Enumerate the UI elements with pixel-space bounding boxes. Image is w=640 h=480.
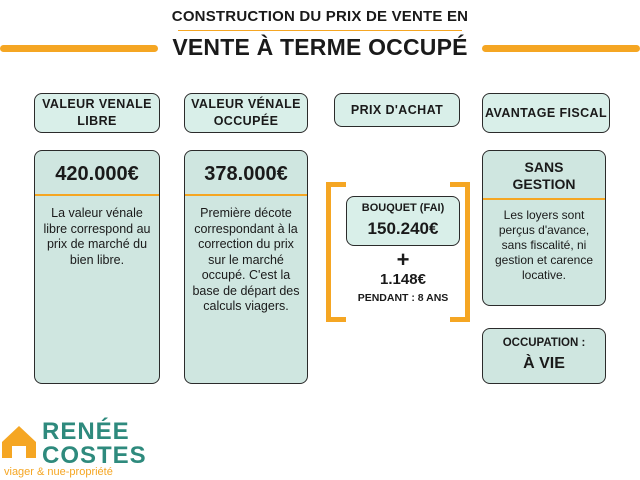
logo-line2: COSTES [42,442,147,469]
card-occupation [482,328,606,384]
title-sans-gestion: SANS GESTION [512,159,576,192]
occupation-value: À VIE [523,355,565,372]
bouquet-label: BOUQUET (FAI) [361,202,445,214]
logo [0,412,170,478]
text-valeur-occupee: Première décote correspondant à la correction du prix sur le marché occupé. C'est la base de départ des calculs viagers. [192,206,300,313]
subtitle: CONSTRUCTION DU PRIX DE VENTE EN [171,8,469,25]
amount-valeur-libre: 420.000€ [55,163,139,185]
page-title: VENTE À TERME OCCUPÉ [172,34,468,60]
header-valeur-libre [34,93,160,133]
text-sans-gestion: Les loyers sont perçus d'avance, sans fiscalité, ni gestion et carence locative. [494,208,594,282]
occupation-label: OCCUPATION : [502,337,586,349]
logo-line1: RENÉE [42,418,130,445]
bouquet-box [346,196,460,246]
header-prix-achat [334,93,460,127]
plus-sign: + [396,247,410,272]
amount-valeur-occupee: 378.000€ [204,163,288,185]
header-prix-achat-label: PRIX D'ACHAT [350,102,444,117]
title-underline [178,30,462,31]
header-valeur-occupee-label: VALEUR VÉNALE OCCUPÉE [191,97,301,128]
card-valeur-libre [34,150,160,384]
header-avantage-fiscal-label: AVANTAGE FISCAL [485,105,607,120]
text-valeur-libre: La valeur vénale libre correspond au prix de marché du bien libre. [43,206,151,267]
header-valeur-occupee [184,93,308,133]
logo-tagline: viager & nue-propriété [4,466,113,478]
header-valeur-libre-label: VALEUR VENALE LIBRE [42,97,152,128]
house-icon [0,422,38,460]
monthly-label: PENDANT : 8 ANS [357,292,449,304]
card-sans-gestion [482,150,606,306]
header-avantage-fiscal [482,93,610,133]
monthly-amount: 1.148€ [380,271,426,288]
bouquet-amount: 150.240€ [367,219,439,238]
card-valeur-occupee [184,150,308,384]
